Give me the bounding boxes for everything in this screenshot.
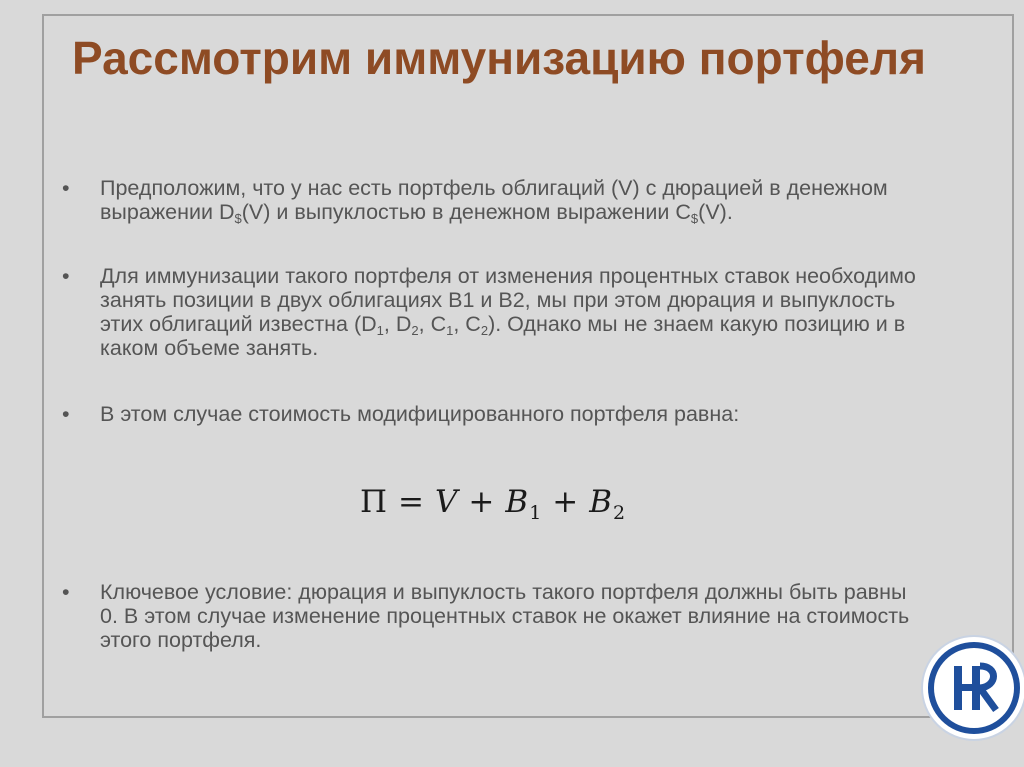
bullet-item-value xyxy=(62,402,922,426)
formula-pi: Π xyxy=(360,484,389,520)
bullet-item-key-condition xyxy=(62,580,922,652)
bullet-text: Предположим, что у нас есть портфель облигаций (V) с дюрацией в денежном выражении $D_{\$}(V)$ и выпуклостью в денежном выражении $C_{\$}(V)$. xyxy=(100,176,888,226)
bullet-text: В этом случае стоимость модифицированного портфеля равна: xyxy=(100,402,740,426)
bullet-item-portfolio xyxy=(62,176,922,224)
bullet-text: Ключевое условие: дюрация и выпуклость такого портфеля должны быть равны 0. В этом случае изменение процентных ставок не окажет влияние на стоимость этого портфеля. xyxy=(100,580,910,652)
formula-v: V xyxy=(435,484,459,520)
bullet-icon: • xyxy=(62,264,70,288)
portfolio-formula: $\Pi = V + B_1 + B_2$ xyxy=(360,484,627,524)
formula-b2: B xyxy=(589,484,614,520)
bullet-item-immunization xyxy=(62,264,922,360)
bullet-list xyxy=(62,176,922,426)
bullet-text: Для иммунизации такого портфеля от изменения процентных ставок необходимо занять позиции в двух облигациях B1 и B2, мы при этом дюрация и выпуклость этих облигаций известна ($D_1$, $D_2$, $C_1$, $C_2$). Однако мы не знаем какую позицию и в каком объеме занять. xyxy=(100,264,916,360)
hse-logo-icon xyxy=(920,634,1024,742)
formula-b1: B xyxy=(505,484,530,520)
slide-title: Рассмотрим иммунизацию портфеля xyxy=(72,32,926,84)
bullet-icon: • xyxy=(62,580,70,604)
bullet-icon: • xyxy=(62,402,70,426)
bullet-icon: • xyxy=(62,176,70,200)
